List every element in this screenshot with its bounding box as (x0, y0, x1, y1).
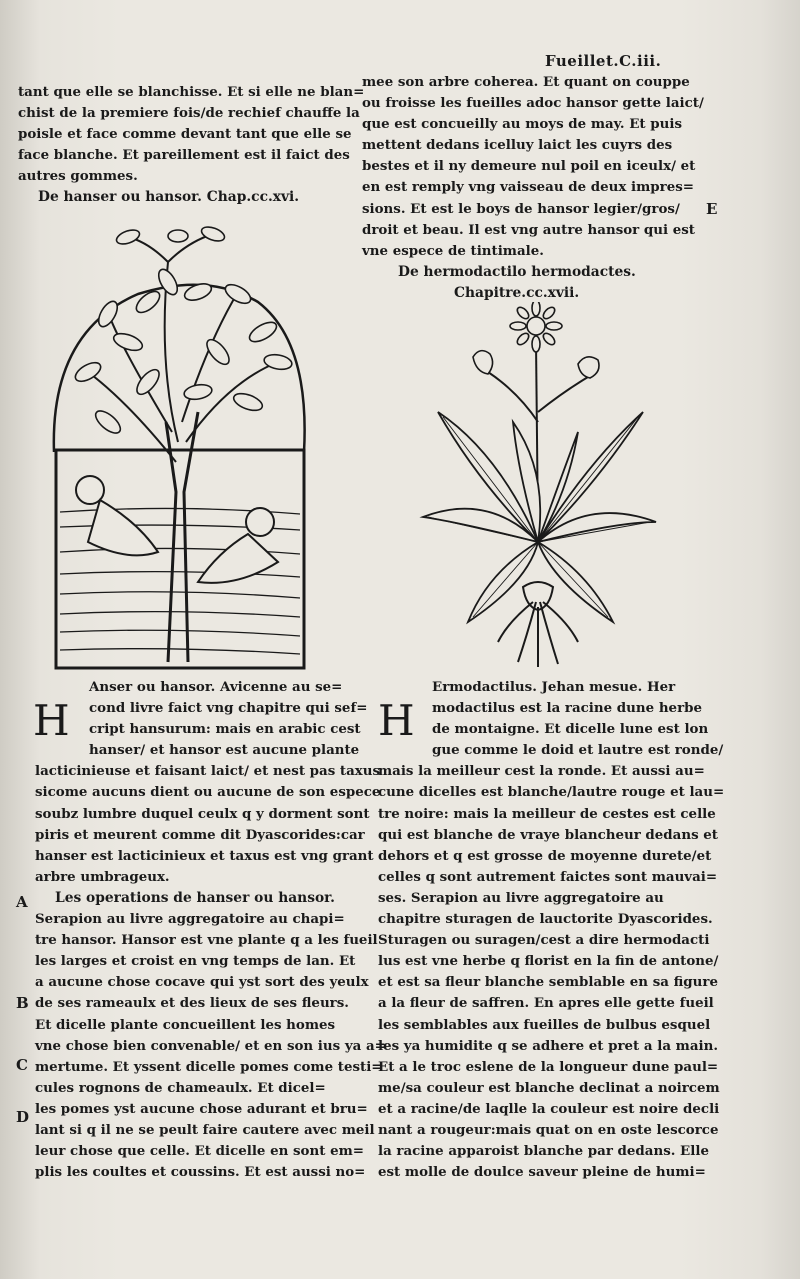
text-line: en est remply vng vaisseau de deux impres= (362, 179, 694, 196)
text-line: tant que elle se blanchisse. Et si elle ne blan= (18, 84, 365, 100)
operations-heading: Les operations de hanser ou hansor. (55, 889, 335, 906)
margin-letter-b: B (16, 994, 29, 1012)
drop-cap-h-left: H (33, 696, 70, 745)
text-line: Et a le troc eslene de la longueur dune paul= (378, 1058, 719, 1075)
text-line: autres gommes. (18, 168, 138, 185)
text-line: les pomes yst aucune chose adurant et bru= (35, 1100, 368, 1117)
chapter-heading-hermodactilo: De hermodactilo hermodactes. (398, 263, 636, 280)
text-line: hanser/ et hansor est aucune plante (89, 742, 360, 759)
text-line: vne chose bien convenable/ et en son ius ya a= (35, 1037, 386, 1054)
text-line: lacticinieuse et faisant laict/ et nest pas taxus (35, 763, 381, 780)
text-line: cond livre faict vng chapitre qui sef= (89, 700, 368, 717)
margin-letter-d: D (16, 1108, 30, 1126)
text-line: de montaigne. Et dicelle lune est lon (432, 721, 709, 738)
text-line: lant si q il ne se peult faire cautere avec meil (35, 1121, 375, 1138)
text-line: cules rognons de chameaulx. Et dicel= (35, 1079, 326, 1096)
text-line: qui est blanche de vraye blancheur dedans et (378, 826, 718, 843)
text-line: Sturagen ou suragen/cest a dire hermodacti (378, 932, 710, 949)
text-line: Serapion au livre aggregatoire au chapi= (35, 911, 345, 928)
text-line: chapitre sturagen de lauctorite Dyascorides. (378, 911, 713, 928)
text-line: me/sa couleur est blanche declinat a noircem (378, 1079, 720, 1096)
text-line: a la fleur de saffren. En apres elle gette fueil (378, 995, 714, 1012)
chapter-heading-hanser: De hanser ou hansor. Chap.cc.xvi. (38, 189, 300, 206)
text-line: celles q sont autrement faictes sont mauvai= (378, 868, 718, 885)
chapter-number: Chapitre.cc.xvii. (454, 284, 580, 301)
text-line: est molle de doulce saveur pleine de humi= (378, 1164, 706, 1181)
text-line: mettent dedans icelluy laict les cuyrs des (362, 137, 673, 154)
text-line: cune dicelles est blanche/lautre rouge et lau= (378, 784, 725, 801)
text-line: les larges et croist en vng temps de lan. Et (35, 953, 356, 970)
drop-cap-h-right: H (378, 696, 415, 745)
text-line: tre hansor. Hansor est vne plante q a les fueil (35, 932, 378, 949)
text-line: la racine apparoist blanche par dedans. Elle (378, 1143, 709, 1160)
text-line: piris et meurent comme dit Dyascorides:car (35, 826, 365, 843)
text-line: ses. Serapion au livre aggregatoire au (378, 889, 664, 906)
text-line: de ses rameaulx et des lieux de ses fleurs. (35, 995, 349, 1012)
text-line: plis les coultes et coussins. Et est aussi no= (35, 1164, 366, 1181)
text-line: a aucune chose cocave qui yst sort des yeulx (35, 974, 369, 991)
text-line: Anser ou hansor. Avicenne au se= (89, 679, 343, 695)
text-line: sicome aucuns dient ou aucune de son espece (35, 784, 381, 801)
text-line: droit et beau. Il est vng autre hansor qui est (362, 221, 695, 238)
margin-letter-c: C (16, 1056, 28, 1074)
margin-letter-a: A (16, 893, 28, 911)
text-line: arbre umbrageux. (35, 868, 170, 885)
right-column-top (362, 72, 704, 304)
text-line: hanser est lacticinieux et taxus est vng grant (35, 847, 374, 864)
text-line: mertume. Et yssent dicelle pomes come testi= (35, 1058, 383, 1075)
text-line: les ya humidite q se adhere et pret a la main. (378, 1037, 718, 1054)
text-line: leur chose que celle. Et dicelle en sont em= (35, 1143, 364, 1160)
text-line: modactilus est la racine dune herbe (432, 700, 703, 717)
text-line: et est sa fleur blanche semblable en sa figure (378, 974, 718, 991)
text-line: ou froisse les fueilles adoc hansor gette laict/ (362, 95, 704, 112)
text-line: les semblables aux fueilles de bulbus esquel (378, 1016, 711, 1033)
folio-number: Fueillet.C.iii. (545, 52, 662, 70)
woodcut-hermodactyl-plant (418, 302, 658, 672)
text-line: Ermodactilus. Jehan mesue. Her (432, 679, 676, 695)
text-line: que est concueilly au moys de may. Et puis (362, 116, 683, 133)
text-line: lus est vne herbe q florist en la fin de antone/ (378, 953, 719, 970)
woodcut-hanser-tree (48, 222, 310, 672)
right-column-body (378, 677, 725, 1183)
margin-letter-e: E (706, 200, 718, 218)
text-line: mais la meilleur cest la ronde. Et aussi au= (378, 763, 705, 780)
text-line: poisle et face comme devant tant que elle se (18, 126, 352, 143)
left-column-top (18, 82, 365, 209)
text-line: dehors et q est grosse de moyenne durete/et (378, 847, 712, 864)
text-line: cript hansurum: mais en arabic cest (89, 721, 361, 738)
text-line: nant a rougeur:mais quat on en oste lescorce (378, 1121, 719, 1138)
text-line: chist de la premiere fois/de rechief chauffe la (18, 105, 360, 122)
text-line: vne espece de tintimale. (362, 242, 544, 259)
text-line: Et dicelle plante concueillent les homes (35, 1016, 336, 1033)
text-line: tre noire: mais la meilleur de cestes est celle (378, 805, 716, 822)
text-line: et a racine/de laqlle la couleur est noire decli (378, 1100, 720, 1117)
text-line: face blanche. Et pareillement est il faict des (18, 147, 350, 164)
left-column-body (35, 677, 386, 1183)
text-line: gue comme le doid et lautre est ronde/ (432, 742, 724, 759)
text-line: bestes et il ny demeure nul poil en iceulx/ et (362, 158, 696, 175)
text-line: soubz lumbre duquel ceulx q y dorment sont (35, 805, 370, 822)
text-line: mee son arbre coherea. Et quant on couppe (362, 74, 690, 90)
text-line: sions. Et est le boys de hansor legier/gros/ (362, 200, 680, 217)
